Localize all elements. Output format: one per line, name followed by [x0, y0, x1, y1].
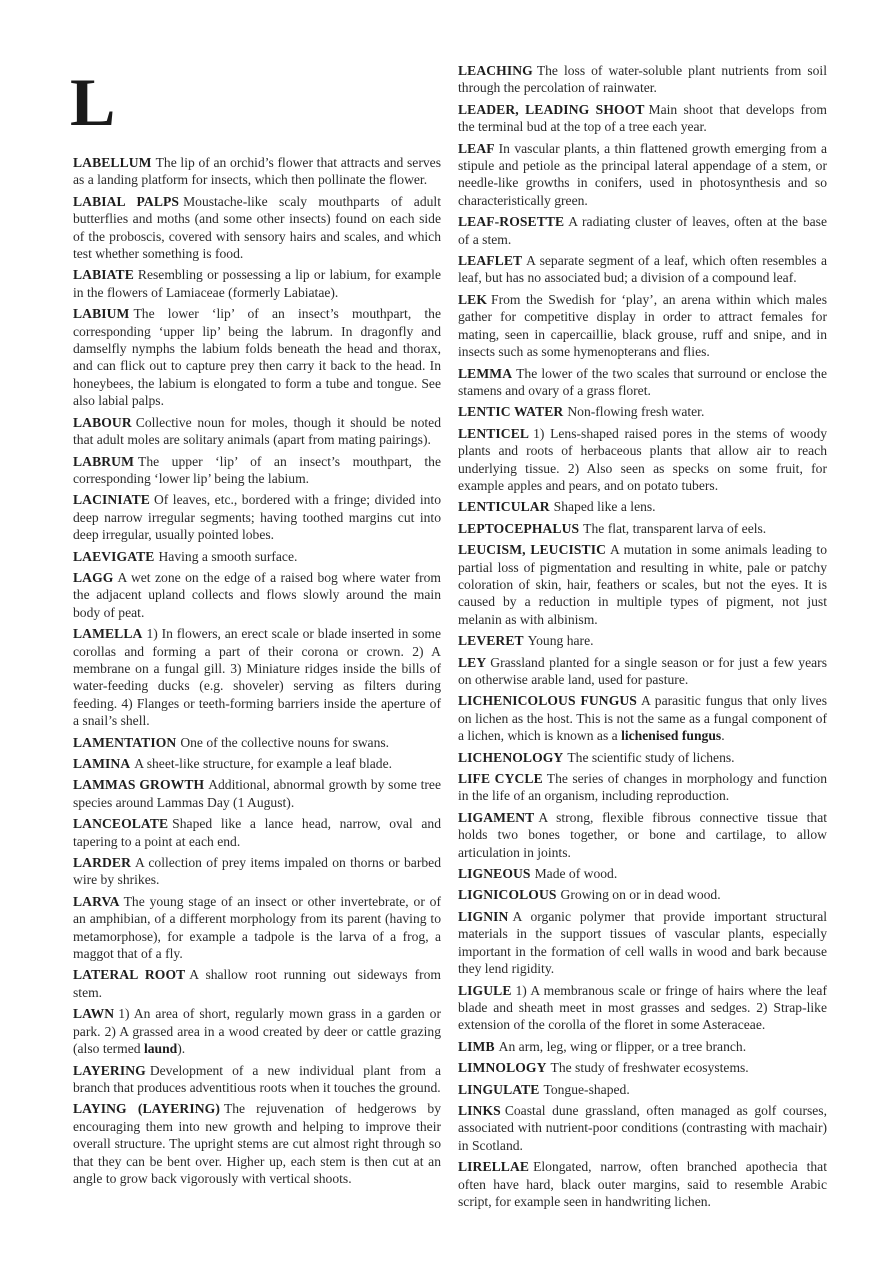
definition-text: Additional, abnormal growth by some tree species around Lammas Day (1 August).: [73, 777, 441, 810]
glossary-entry: [458, 1081, 827, 1098]
glossary-entry: [458, 140, 827, 210]
glossary-entry: [458, 1038, 827, 1055]
glossary-entry: [458, 520, 827, 537]
entry-term: LEAFLET: [458, 253, 523, 269]
entry-term: LEVERET: [458, 633, 524, 649]
glossary-entry: [458, 654, 827, 689]
definition-text: The scientific study of lichens.: [567, 749, 735, 765]
glossary-entry: [73, 305, 441, 409]
definition-text: In vascular plants, a thin flattened growth emerging from a stipule and petiole as the principal lateral appendage of a stem, or needle-like growths in conifers, used in photosynthesis and so characteristically green.: [458, 140, 827, 208]
entry-term: LEUCISM, LEUCISTIC: [458, 542, 607, 558]
entry-term: LABIATE: [73, 267, 134, 283]
entry-definition: [499, 1039, 746, 1054]
entry-term: LEY: [458, 654, 487, 670]
glossary-entry: [458, 252, 827, 287]
definition-text: The study of freshwater ecosystems.: [550, 1060, 749, 1076]
entry-term: LANCEOLATE: [73, 816, 169, 832]
definition-text: Tongue-shaped.: [543, 1081, 630, 1097]
entry-term: LARVA: [73, 893, 120, 909]
definition-text: A collection of prey items impaled on thorns or barbed wire by shrikes.: [73, 855, 441, 888]
entry-term: LIGNIN: [458, 908, 509, 924]
entry-term: LEAF: [458, 140, 495, 156]
section-letter: L: [70, 64, 116, 140]
definition-text: 1) A membranous scale or fringe of hairs where the leaf blade and sheath meet in most grasses and sedges. 2) Strap-like extension of the corolla of the floret in some Asteraceae.: [458, 982, 827, 1033]
definition-text: Of leaves, etc., bordered with a fringe; divided into deep narrow irregular segments; having toothed margins cut into deep irregular, usually pointed lobes.: [73, 492, 441, 543]
entry-definition: [458, 141, 827, 208]
definition-text: The upper ‘lip’ of an insect’s mouthpart, the corresponding ‘lower lip’ being the labium.: [73, 453, 441, 486]
entry-term: LIMB: [458, 1038, 495, 1054]
definition-text-after: .: [721, 728, 725, 744]
definition-text: The flat, transparent larva of eels.: [583, 520, 767, 536]
glossary-entry: [458, 1102, 827, 1154]
entry-term: LAYERING: [73, 1062, 146, 1078]
entry-definition: [567, 404, 704, 419]
entry-term: LAYING (LAYERING): [73, 1101, 220, 1117]
entry-definition: [73, 894, 441, 961]
entry-term: LIGNEOUS: [458, 866, 531, 882]
left-column: [70, 62, 441, 1280]
entry-definition: [528, 633, 594, 648]
glossary-entry: [73, 854, 441, 889]
glossary-entry: [458, 865, 827, 882]
definition-text: A wet zone on the edge of a raised bog where water from the adjacent upland collects and flows slowly around the main body of peat.: [73, 569, 441, 620]
entry-term: LACINIATE: [73, 492, 150, 508]
glossary-entry: [458, 982, 827, 1034]
left-entries: [73, 154, 441, 1187]
glossary-entry: [458, 213, 827, 248]
glossary-entry: [73, 1062, 441, 1097]
glossary-entry: [458, 809, 827, 861]
entry-definition: [180, 735, 389, 750]
entry-term: LAGG: [73, 569, 114, 585]
glossary-entry: [73, 625, 441, 729]
definition-text: 1) Lens-shaped raised pores in the stems of woody plants and roots of herbaceous plants that allow air to reach underlying tissue. 2) Also seen as specks on some fruit, for example apples and pears, and on potato tubers.: [458, 425, 827, 493]
entry-term: LINKS: [458, 1102, 501, 1118]
entry-definition: [458, 983, 827, 1033]
glossary-entry: [458, 291, 827, 361]
definition-text: Made of wood.: [534, 866, 618, 882]
definition-text: A separate segment of a leaf, which often resembles a leaf, but has no associated bud; a division of a compound leaf.: [458, 253, 827, 286]
definition-text: Young hare.: [527, 633, 594, 649]
entry-term: LICHENICOLOUS FUNGUS: [458, 693, 637, 709]
entry-term: LABIAL PALPS: [73, 193, 180, 209]
definition-text: A sheet-like structure, for example a leaf blade.: [134, 756, 393, 771]
entry-definition: [458, 366, 827, 398]
glossary-entry: [73, 569, 441, 621]
entry-term: LABELLUM: [73, 155, 152, 170]
glossary-entry: [458, 908, 827, 978]
definition-text: Coastal dune grassland, often managed as golf courses, associated with nutrient-poor conditions (contrasting with machair) in Scotland.: [458, 1102, 827, 1153]
glossary-entry: [458, 1158, 827, 1210]
glossary-entry: [73, 1100, 441, 1187]
entry-term: LABRUM: [73, 453, 135, 469]
definition-text: A mutation in some animals leading to partial loss of pigmentation and resulting in white, pale or patchy coloration of skin, hair, feathers or scales, but not the eyes. It is caused by a reduction in multiple types of pigment, not just melanin as with albinism.: [458, 542, 827, 627]
definition-text: Having a smooth surface.: [158, 548, 298, 564]
definition-text: The rejuvenation of hedgerows by encouraging them into new growth and helping to improve their overall structure. The upright stems are cut almost right through so that they can be bent over. Higher up, each stem is then cut at an angle to grow back vigorously with vertical shoots.: [73, 1101, 441, 1186]
definition-text: Main shoot that develops from the terminal bud at the top of a tree each year.: [458, 101, 827, 135]
entry-term: LIMNOLOGY: [458, 1060, 547, 1076]
entry-term: LIGULE: [458, 982, 512, 998]
definition-text: One of the collective nouns for swans.: [180, 734, 390, 750]
definition-text: A parasitic fungus that only lives on lichen as the host. This is not the same as a fungal component of a lichen, which is known as a: [458, 693, 827, 744]
glossary-entry: [73, 548, 441, 565]
glossary-entry: [458, 498, 827, 515]
entry-definition: [134, 756, 392, 771]
right-column: [458, 62, 827, 1280]
definition-bold-term: laund: [143, 1041, 178, 1057]
entry-term: LAMINA: [73, 756, 131, 771]
glossary-entry: [458, 692, 827, 744]
definition-text: 1) An area of short, regularly mown grass in a garden or park. 2) A grassed area in a wood created by deer or cattle grazing (also termed: [73, 1006, 441, 1057]
glossary-entry: [73, 893, 441, 963]
entry-definition: [158, 549, 297, 564]
entry-term: LEK: [458, 291, 488, 307]
entry-definition: [535, 866, 618, 881]
entry-term: LABOUR: [73, 414, 132, 430]
entry-definition: [561, 887, 721, 902]
entry-definition: [73, 626, 441, 728]
right-entries: [458, 62, 827, 1210]
entry-definition: [458, 655, 827, 687]
glossary-entry: [73, 266, 441, 301]
entry-term: LEPTOCEPHALUS: [458, 520, 580, 536]
glossary-entry: [73, 453, 441, 488]
glossary-entry: [73, 776, 441, 811]
entry-definition: [543, 1082, 629, 1097]
entry-term: LAMENTATION: [73, 734, 177, 750]
entry-definition: [73, 1006, 441, 1056]
entry-definition: [458, 909, 827, 976]
definition-text: The loss of water-soluble plant nutrients from soil through the percolation of rainwater.: [458, 63, 827, 96]
definition-text: Non-flowing fresh water.: [567, 404, 705, 420]
definition-text: Shaped like a lens.: [553, 499, 656, 515]
entry-term: LICHENOLOGY: [458, 749, 564, 765]
entry-term: LIGAMENT: [458, 809, 535, 825]
definition-text: A organic polymer that provide important structural materials in the support tissues of vascular plants, especially important in the formation of cell walls in wood and bark because they lend rigidity.: [458, 908, 827, 977]
entry-term: LARDER: [73, 855, 132, 871]
entry-definition: [554, 499, 656, 514]
entry-term: LAEVIGATE: [73, 548, 155, 564]
entry-definition: [551, 1060, 749, 1075]
glossary-entry: [458, 101, 827, 136]
glossary-entry: [458, 749, 827, 766]
entry-term: LIFE CYCLE: [458, 771, 543, 787]
entry-term: LAMELLA: [73, 626, 143, 642]
glossary-entry: [458, 886, 827, 903]
entry-term: LENTICULAR: [458, 499, 550, 515]
entry-definition: [73, 306, 441, 408]
glossary-entry: [458, 425, 827, 495]
definition-text: Growing on or in dead wood.: [560, 887, 721, 903]
definition-text: The young stage of an insect or other invertebrate, or of an amphibian, of a different morphology from its parent (having to metamorphose), for example a tadpole is the larva of a frog, a maggot that of a fly.: [73, 893, 441, 962]
spacer: [73, 138, 441, 154]
entry-definition: [458, 292, 827, 359]
entry-term: LINGULATE: [458, 1081, 540, 1097]
definition-text: 1) In flowers, an erect scale or blade inserted in some corollas and forming a part of their corona or crown. 2) A membrane on a fungal gill. 3) Miniature ridges inside the bills of water-feeding ducks (e.g. shoveler) serving as filters during feeding. 4) Flanges or teeth-forming barriers inside the aperture of a snail’s shell.: [73, 626, 441, 729]
definition-text: The series of changes in morphology and function in the life of an organism, including reproduction.: [458, 771, 828, 804]
glossary-entry: [73, 193, 441, 263]
definition-text: A radiating cluster of leaves, often at the base of a stem.: [458, 214, 827, 247]
glossary-entry: [458, 1059, 827, 1076]
entry-definition: [73, 570, 441, 620]
entry-term: LAWN: [73, 1006, 115, 1022]
definition-text: Shaped like a lance head, narrow, oval and tapering to a point at each end.: [73, 816, 441, 849]
entry-term: LENTICEL: [458, 425, 530, 441]
definition-text: Collective noun for moles, though it should be noted that adult moles are solitary animals (apart from mating pairings).: [73, 414, 441, 448]
definition-text: The lip of an orchid’s flower that attracts and serves as a landing platform for insects, which then pollinate the flower.: [73, 155, 441, 188]
glossary-entry: [73, 734, 441, 751]
glossary-entry: [73, 815, 441, 850]
definition-text: A shallow root running out sideways from stem.: [73, 967, 441, 1000]
glossary-entry: [458, 62, 827, 97]
definition-text: Development of a new individual plant from a branch that produces adventitious roots when it touches the ground.: [73, 1062, 441, 1095]
entry-definition: [567, 750, 734, 765]
entry-term: LEACHING: [458, 63, 533, 78]
definition-text: A strong, flexible fibrous connective tissue that holds two bones together, or bone and cartilage, to allow articulation in joints.: [458, 809, 827, 860]
entry-term: LEAF-ROSETTE: [458, 214, 565, 230]
glossary-entry: [458, 632, 827, 649]
glossary-entry: [458, 365, 827, 400]
glossary-entry: [73, 414, 441, 449]
definition-text: The lower of the two scales that surround or enclose the stamens and ovary of a grass floret.: [458, 365, 827, 398]
glossary-entry: [458, 770, 827, 805]
entry-term: LAMMAS GROWTH: [73, 777, 205, 793]
glossary-entry: [73, 755, 441, 772]
glossary-entry: [458, 541, 827, 628]
entry-term: LEMMA: [458, 365, 513, 381]
entry-term: LEADER, LEADING SHOOT: [458, 101, 645, 117]
definition-text: An arm, leg, wing or flipper, or a tree branch.: [498, 1038, 747, 1054]
definition-bold-term: lichenised fungus: [621, 728, 722, 744]
glossary-entry: [73, 1005, 441, 1057]
definition-text-after: ).: [177, 1041, 186, 1057]
entry-definition: [458, 1103, 827, 1153]
definition-text: From the Swedish for ‘play’, an arena within which males gather for competitive display in order to attract females for mating, seen in capercaillie, black grouse, ruff and snipe, and in insects such as some hymenopterans and flies.: [458, 291, 827, 360]
glossary-entry: [458, 403, 827, 420]
definition-text: Resembling or possessing a lip or labium, for example in the flowers of Lamiaceae (formerly Labiatae).: [73, 267, 441, 300]
entry-term: LIGNICOLOUS: [458, 887, 557, 903]
definition-text: Elongated, narrow, often branched apothecia that often have hard, black outer margins, said to resemble Arabic script, for example seen in handwriting lichen.: [458, 1159, 827, 1209]
glossary-entry: [73, 154, 441, 189]
entry-term: LIRELLAE: [458, 1159, 530, 1175]
glossary-entry: [73, 966, 441, 1001]
entry-term: LATERAL ROOT: [73, 967, 186, 983]
glossary-entry: [73, 491, 441, 543]
definition-text: Moustache-like scaly mouthparts of adult butterflies and moths (and some other insects) found on each side of the proboscis, covered with sensory hairs and scales, and which test whether something is food.: [73, 193, 441, 262]
definition-text: The lower ‘lip’ of an insect’s mouthpart, the corresponding ‘upper lip’ being the labrum. In dragonfly and damselfly nymphs the labium folds beneath the head and thorax, and can flick out to capture prey then carry it back to the head. In honeybees, the labium is elongated to form a tube and tongue. See also labial palps.: [73, 306, 441, 409]
entry-definition: [583, 521, 766, 536]
entry-term: LENTIC WATER: [458, 404, 564, 420]
entry-term: LABIUM: [73, 306, 130, 322]
definition-text: Grassland planted for a single season or for just a few years on otherwise arable land, used for pasture.: [458, 654, 827, 687]
